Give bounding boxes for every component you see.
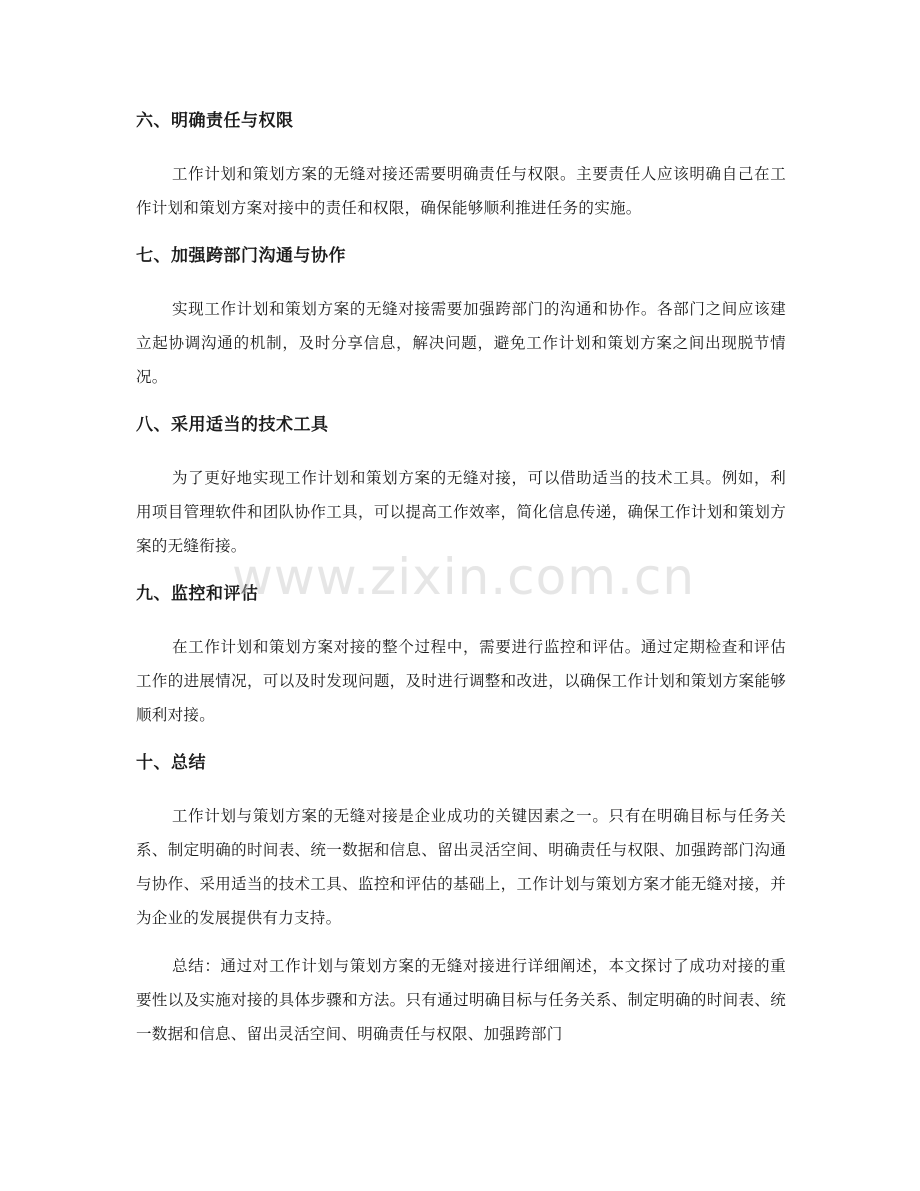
section-10-paragraph-1: 工作计划与策划方案的无缝对接是企业成功的关键因素之一。只有在明确目标与任务关系、制定明确的时间表、统一数据和信息、留出灵活空间、明确责任与权限、加强跨部门沟通与协作、采用适当的技术工具、监控和评估的基础上，工作计划与策划方案才能无缝对接，并为企业的发展提供有力支持。 [136,807,786,927]
section-9-paragraph: 在工作计划和策划方案对接的整个过程中，需要进行监控和评估。通过定期检查和评估工作的进展情况，可以及时发现问题，及时进行调整和改进，以确保工作计划和策划方案能够顺利对接。 [136,638,786,724]
section-heading-7: 七、加强跨部门沟通与协作 [136,246,346,266]
section-heading-6: 六、明确责任与权限 [136,111,294,131]
section-10-paragraph-2: 总结：通过对工作计划与策划方案的无缝对接进行详细阐述，本文探讨了成功对接的重要性以及实施对接的具体步骤和方法。只有通过明确目标与任务关系、制定明确的时间表、统一数据和信息、留出灵活空间、明确责任与权限、加强跨部门 [136,957,786,1043]
section-7-paragraph: 实现工作计划和策划方案的无缝对接需要加强跨部门的沟通和协作。各部门之间应该建立起协调沟通的机制，及时分享信息，解决问题，避免工作计划和策划方案之间出现脱节情况。 [136,300,786,386]
section-heading-9: 九、监控和评估 [136,584,259,604]
section-6-paragraph: 工作计划和策划方案的无缝对接还需要明确责任与权限。主要责任人应该明确自己在工作计划和策划方案对接中的责任和权限，确保能够顺利推进任务的实施。 [136,165,786,217]
watermark: www.zixin.com.cn [232,548,696,606]
document-body [136,104,786,1065]
section-heading-10: 十、总结 [136,753,206,773]
section-8-paragraph: 为了更好地实现工作计划和策划方案的无缝对接，可以借助适当的技术工具。例如，利用项目管理软件和团队协作工具，可以提高工作效率，简化信息传递，确保工作计划和策划方案的无缝衔接。 [136,469,786,555]
section-heading-8: 八、采用适当的技术工具 [136,415,329,435]
